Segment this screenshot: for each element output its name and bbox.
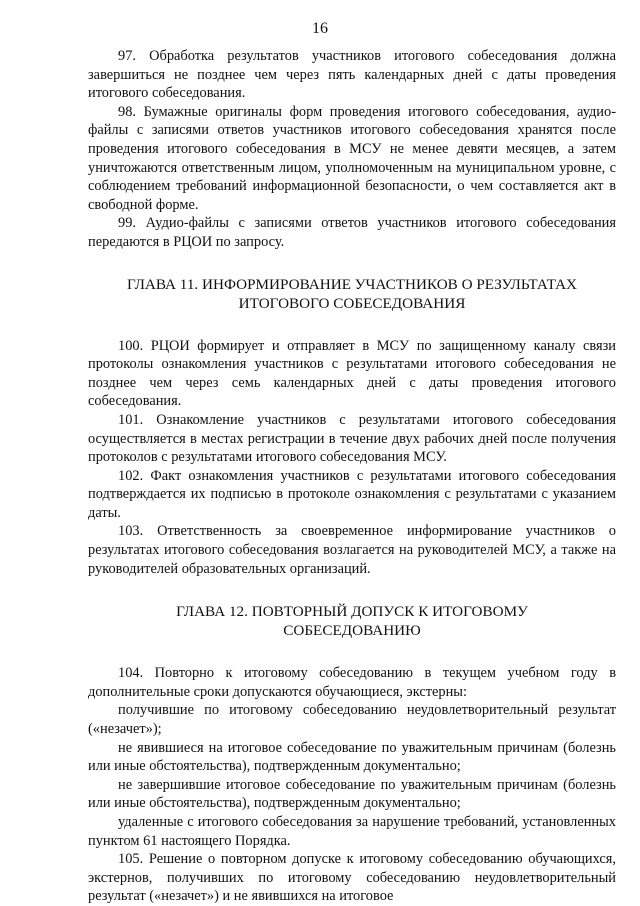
chapter-12-title-line-1: ГЛАВА 12. ПОВТОРНЫЙ ДОПУСК К ИТОГОВОМУ: [176, 603, 528, 621]
paragraph-99: 99. Аудио-файлы с записями ответов участников итогового собеседования передаются в РЦОИ по запросу.: [88, 215, 616, 250]
chapter-12-title-line-2: СОБЕСЕДОВАНИЮ: [283, 622, 421, 640]
list-item-removed: удаленные с итогового собеседования за нарушение требований, установленных пунктом 61 настоящего Порядка.: [88, 814, 616, 849]
list-item-did-not-appear: не явившиеся на итоговое собеседование по уважительным причинам (болезнь или иные обстоятельства), подтвержденным документально;: [88, 739, 616, 775]
list-item-unsatisfactory-result: получившие по итоговому собеседованию неудовлетворительный результат («незачет»);: [88, 702, 616, 738]
chapter-11-title-line-1: ГЛАВА 11. ИНФОРМИРОВАНИЕ УЧАСТНИКОВ О РЕЗУЛЬТАТАХ: [126, 275, 578, 293]
paragraph-105: 105. Решение о повторном допуске к итоговому собеседованию обучающихся, экстернов, получивших по итоговому собеседованию неудовлетворительный результат («незачет») и не явившихся на итоговое: [88, 851, 616, 905]
paragraph-102: 102. Факт ознакомления участников с результатами итогового собеседования подтверждается их подписью в протоколе ознакомления с результатами с указанием даты.: [88, 467, 616, 521]
paragraph-97: 97. Обработка результатов участников итогового собеседования должна завершиться не позднее чем через пять календарных дней с даты проведения итогового собеседования.: [88, 48, 616, 102]
paragraph-100: 100. РЦОИ формирует и отправляет в МСУ по защищенному каналу связи протоколы ознакомления участников с результатами итогового собеседования не позднее чем через семь календарных дней с даты проведения итогового собеседования.: [88, 337, 616, 410]
chapter-12-heading: [88, 602, 616, 640]
paragraph-98: 98. Бумажные оригиналы форм проведения итогового собеседования, аудио-файлы с записями ответов участников итогового собеседования хранятся после проведения итогового собеседования в МСУ не менее девяти месяцев, а затем уничтожаются ответственным лицом, уполномоченным на муниципальном уровне, с соблюдением требований информационной безопасности, о чем составляется акт в свободной форме.: [88, 103, 616, 213]
paragraph-101: 101. Ознакомление участников с результатами итогового собеседования осуществляется в местах регистрации в течение двух рабочих дней после получения протоколов с результатами итогового собеседования МСУ.: [88, 411, 616, 466]
paragraph-104: 104. Повторно к итоговому собеседованию в текущем учебном году в дополнительные сроки допускаются обучающиеся, экстерны:: [88, 665, 616, 700]
document-body: [88, 47, 616, 906]
list-item-did-not-complete: не завершившие итоговое собеседование по уважительным причинам (болезнь или иные обстоятельства), подтвержденным документально;: [88, 776, 616, 812]
chapter-11-heading: [88, 275, 616, 313]
chapter-11-title-line-2: ИТОГОВОГО СОБЕСЕДОВАНИЯ: [238, 294, 466, 312]
page-number: 16: [312, 20, 328, 37]
paragraph-103: 103. Ответственность за своевременное информирование участников о результатах итогового собеседования возлагается на руководителей МСУ, а также на руководителей образовательных организаций.: [88, 523, 616, 577]
